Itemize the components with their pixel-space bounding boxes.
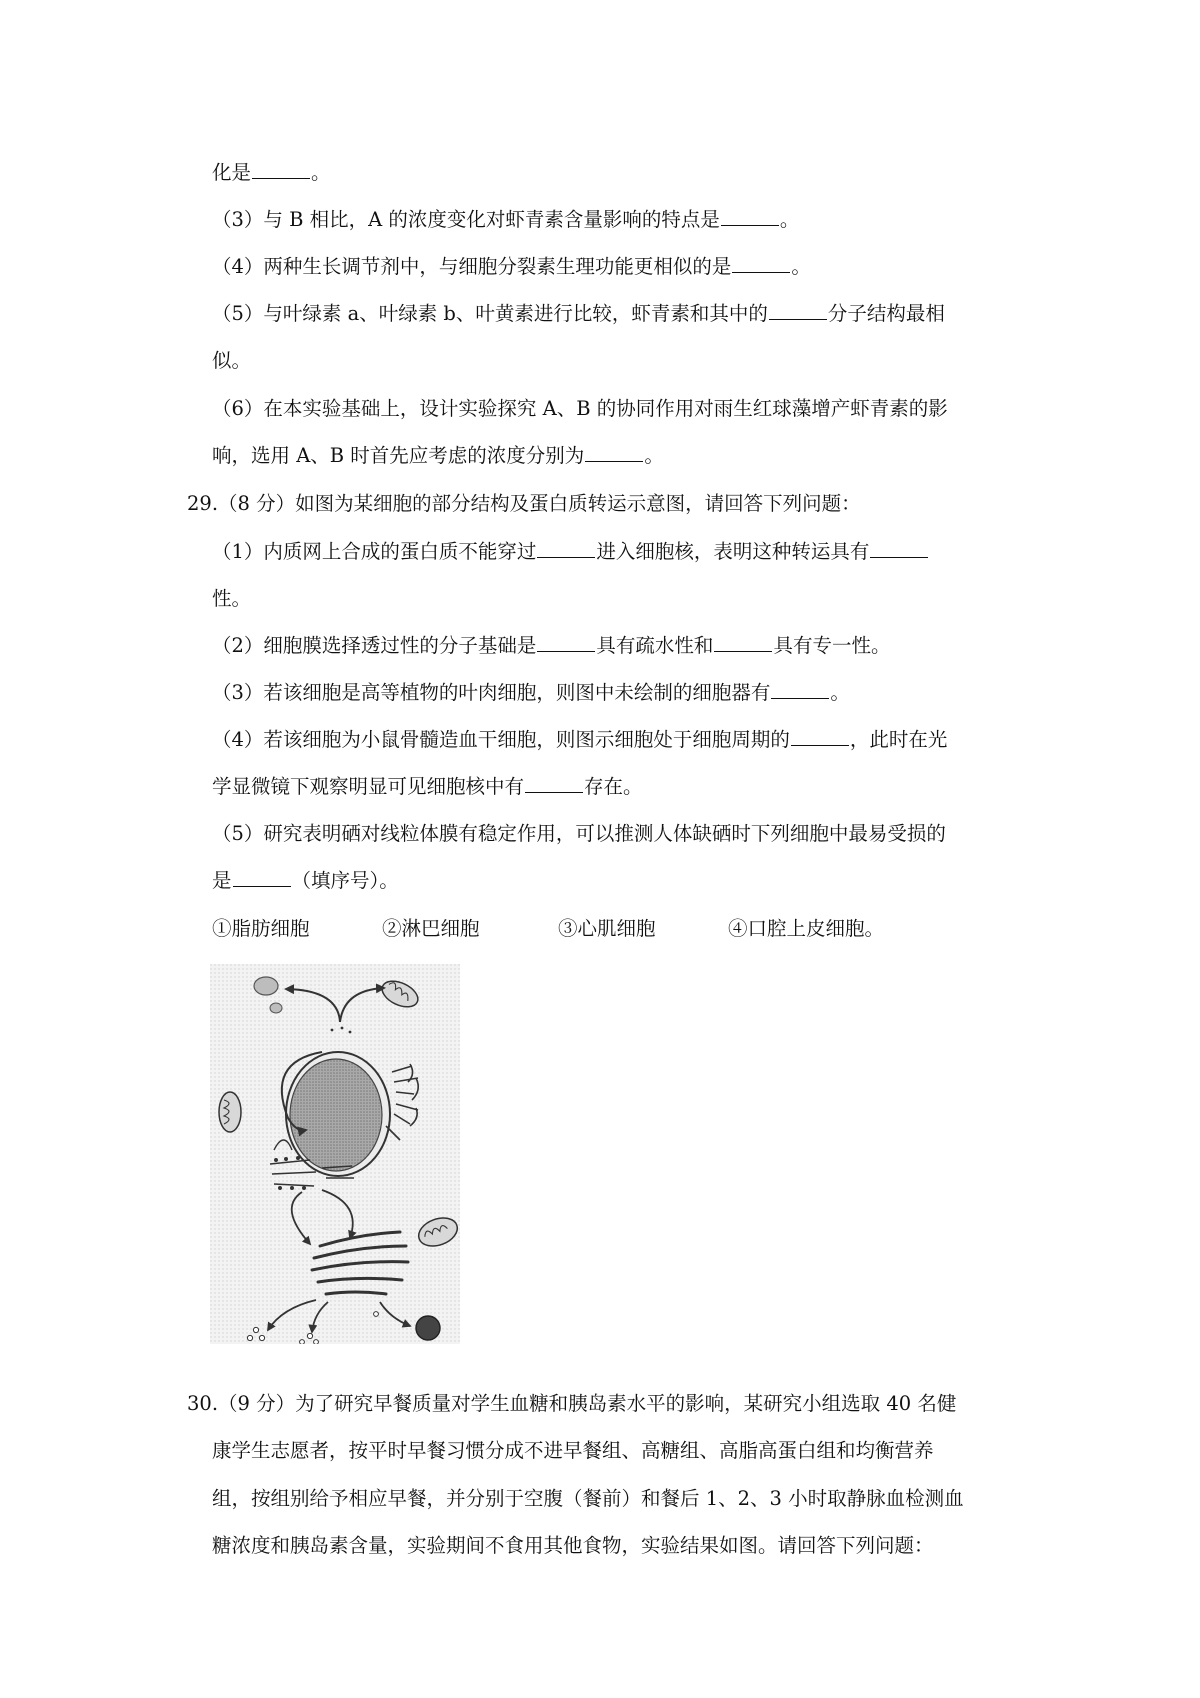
answer-blank[interactable]	[791, 727, 849, 746]
text: 存在。	[584, 775, 643, 798]
q28-sub-5-cont: 似。	[212, 349, 252, 372]
q29-sub-1-cont: 性。	[212, 587, 252, 610]
q29-sub-5-cont	[212, 868, 399, 894]
q29-sub-4-cont	[212, 774, 643, 800]
text: 。	[311, 161, 331, 184]
text: 分子结构最相	[827, 302, 945, 325]
q29-sub-5: （5）研究表明硒对线粒体膜有稳定作用，可以推测人体缺硒时下列细胞中最易受损的	[212, 822, 946, 845]
answer-blank[interactable]	[769, 301, 827, 320]
answer-blank[interactable]	[537, 633, 595, 652]
answer-blank[interactable]	[252, 160, 310, 179]
option-2[interactable]: ②淋巴细胞	[382, 917, 480, 940]
text: （5）与叶绿素 a、叶绿素 b、叶黄素进行比较，虾青素和其中的	[212, 302, 768, 325]
text: 是	[212, 869, 232, 892]
q30-line-3: 组，按组别给予相应早餐，并分别于空腹（餐前）和餐后 1、2、3 小时取静脉血检测血	[212, 1487, 964, 1510]
text: 。	[779, 208, 800, 231]
text: 进入细胞核，表明这种转运具有	[596, 540, 870, 563]
vesicle-icon	[254, 977, 278, 995]
answer-blank[interactable]	[537, 539, 595, 558]
text: 具有专一性。	[773, 634, 891, 657]
text: （填序号）。	[291, 869, 399, 892]
q30-line-4: 糖浓度和胰岛素含量，实验期间不食用其他食物，实验结果如图。请回答下列问题：	[212, 1534, 934, 1557]
text: （1）内质网上合成的蛋白质不能穿过	[212, 540, 537, 563]
q29-sub-4	[212, 727, 947, 753]
q30-line-1: 30.（9 分）为了研究早餐质量对学生血糖和胰岛素水平的影响，某研究小组选取 40 名健	[187, 1392, 957, 1415]
text: （2）细胞膜选择透过性的分子基础是	[212, 634, 537, 657]
text: 。	[830, 681, 850, 704]
text: 。	[791, 255, 811, 278]
mitochondrion-icon	[219, 1092, 241, 1132]
text: ，此时在光	[849, 728, 948, 751]
q28-sub-4	[212, 254, 811, 280]
q29-stem: 29.（8 分）如图为某细胞的部分结构及蛋白质转运示意图，请回答下列问题：	[187, 492, 861, 515]
q29-sub-1	[212, 539, 929, 565]
q28-sub-6-cont	[212, 443, 664, 469]
text: 具有疏水性和	[596, 634, 714, 657]
q28-sub-5	[212, 301, 945, 327]
answer-blank[interactable]	[233, 868, 291, 887]
nucleus-icon	[286, 1052, 390, 1176]
option-3[interactable]: ③心肌细胞	[558, 917, 656, 940]
text: 。	[644, 444, 664, 467]
text: （3）若该细胞是高等植物的叶肉细胞，则图中未绘制的细胞器有	[212, 681, 771, 704]
option-1[interactable]: ①脂肪细胞	[212, 917, 310, 940]
text: （4）若该细胞为小鼠骨髓造血干细胞，则图示细胞处于细胞周期的	[212, 728, 790, 751]
answer-blank[interactable]	[870, 539, 928, 558]
answer-blank[interactable]	[732, 254, 790, 273]
text: 响，选用 A、B 时首先应考虑的浓度分别为	[212, 444, 585, 467]
answer-blank[interactable]	[771, 680, 829, 699]
q29-sub-2	[212, 633, 890, 659]
cell-protein-transport-figure	[210, 964, 460, 1344]
vesicle-icon	[270, 1003, 282, 1013]
text: 学显微镜下观察明显可见细胞核中有	[212, 775, 525, 798]
answer-blank[interactable]	[714, 633, 772, 652]
text: 化是	[212, 161, 252, 184]
answer-blank[interactable]	[585, 443, 643, 462]
text: （3）与 B 相比，A 的浓度变化对虾青素含量影响的特点是	[212, 208, 720, 231]
text: （4）两种生长调节剂中，与细胞分裂素生理功能更相似的是	[212, 255, 732, 278]
q28-sub-3	[212, 207, 799, 233]
q28-line-1	[212, 160, 331, 186]
answer-blank[interactable]	[721, 207, 779, 226]
q29-sub-3	[212, 680, 850, 706]
q30-line-2: 康学生志愿者，按平时早餐习惯分成不进早餐组、高糖组、高脂高蛋白组和均衡营养	[212, 1439, 934, 1462]
answer-blank[interactable]	[525, 774, 583, 793]
q28-sub-6: （6）在本实验基础上，设计实验探究 A、B 的协同作用对雨生红球藻增产虾青素的影	[212, 397, 948, 420]
lysosome-icon	[416, 1316, 440, 1340]
q29-options	[212, 916, 884, 942]
option-4[interactable]: ④口腔上皮细胞。	[728, 917, 885, 940]
